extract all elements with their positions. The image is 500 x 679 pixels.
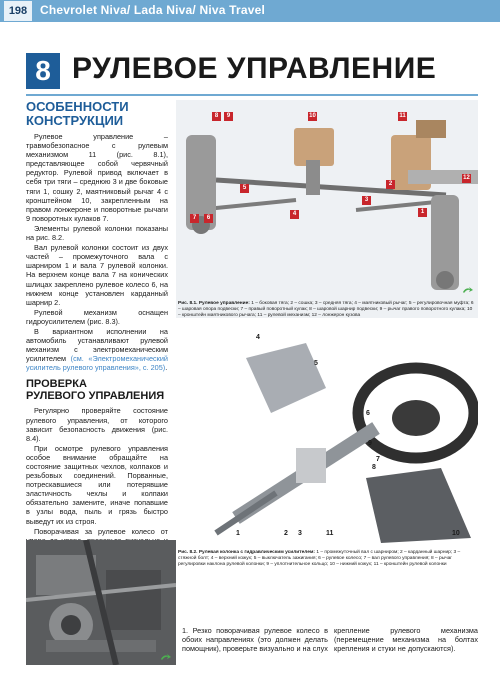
- page-number: 198: [4, 1, 32, 21]
- figure-8-2: [176, 328, 478, 574]
- callout-10: 10: [309, 113, 316, 119]
- callout-10: 10: [452, 530, 460, 537]
- paragraph-with-link: В вариантном исполнении на автомобиль устанавливают рулевой механизм с электромеханическим усилителем (см. «Электромеханический усилитель рулевого управления», с. 205).: [26, 326, 168, 373]
- callout-5: 5: [314, 360, 318, 367]
- section-title-check-line2: РУЛЕВОГО УПРАВЛЕНИЯ: [26, 390, 165, 403]
- figure-8-2-caption: Рис. 8.2. Рулевая колонка с гидравлическим усилителем: 1 – промежуточный вал с шарниром; 2 – карданный шарнир; 3 – стяжной болт; 4 – верхний кожух; 5 – выключатель зажигания; 6 – рулевое колесо; 7 – вал рулевого управления; 8 – рычаг регулировки наклона рулевой колонки; 9 – уплотнительное кольцо; 10 – нижний кожух; 11 – кронштейн рулевой колонки: [178, 550, 461, 567]
- callout-8: 8: [212, 112, 221, 121]
- callout-6: 6: [204, 214, 213, 223]
- section-title-check-line1: ПРОВЕРКА: [26, 378, 87, 391]
- callout-2: 2: [284, 530, 288, 537]
- steering-column-illustration: [176, 328, 478, 548]
- callout-11: 11: [326, 530, 334, 537]
- callout-7: 7: [376, 456, 380, 463]
- continue-arrow-icon: [160, 653, 172, 661]
- callout-12: 12: [463, 175, 470, 181]
- paragraph: Рулевой механизм оснащен гидроусилителем (рис. 8.3).: [26, 307, 168, 326]
- section-title-design-line1: ОСОБЕННОСТИ: [26, 99, 129, 114]
- continue-arrow-icon: [462, 286, 474, 294]
- callout-7: 7: [190, 214, 199, 223]
- figure-8-4-photo: [26, 540, 176, 665]
- callout-3: 3: [362, 196, 371, 205]
- chapter-title: РУЛЕВОЕ УПРАВЛЕНИЕ: [72, 52, 437, 85]
- callout-4: 4: [290, 210, 299, 219]
- bottom-paragraph-left: 1. Резко поворачивая рулевое колесо в обоих направлениях (это должен делать помощник), проверьте визуально и на слух: [182, 626, 328, 653]
- bottom-paragraph-right: крепление рулевого механизма (перемещение механизма на болтах крепления и стуки не допускаются).: [334, 626, 478, 653]
- top-header-bar: [0, 0, 500, 22]
- steering-linkage-illustration: [176, 100, 478, 300]
- paragraph: Регулярно проверяйте состояние рулевого управления, от которого зависит безопасность движения (рис. 8.4).: [26, 406, 168, 443]
- callout-3: 3: [298, 530, 302, 537]
- section-title-design-line2: КОНСТРУКЦИИ: [26, 113, 124, 128]
- paragraph: Рулевое управление – травмобезопасное с рулевым механизмом 11 (рис. 8.1), представляющее собой червячный редуктор. Рулевой привод включает в себя три тяги – среднюю 3 и две боковые тяги 1, сошку 2, маятниковый рычаг 4 с кронштейном 10, закрепленным на правом лонжероне и поворотные рычаги 9 поворотных кулаков 7.: [26, 132, 168, 223]
- engine-bay-photo-illustration: [26, 540, 176, 665]
- figure-8-1-caption: Рис. 8.1. Рулевое управление: 1 – боковая тяга; 2 – сошка; 3 – средняя тяга; 4 – маятниковый рычаг; 5 – регулировочная муфта; 6 – шаровая опора подвески; 7 – правый поворотный кулак; 8 – шаровой шарнир подвески; 9 – рычаг правого поворотного кулака; 10 – кронштейн маятникового рычага; 11 – рулевой механизм; 12 – лонжерон кузова: [178, 301, 474, 318]
- paragraph: При осмотре рулевого управления особое внимание обращайте на состояние защитных чехлов, колпаков и резьбовых соединений. Порванные, потрескавшиеся или потерявшие эластичность чехлы и колпаки обязательно замените, иначе попавшие в узлы вода, пыль и грязь быстро выведут их из строя.: [26, 443, 168, 526]
- callout-6: 6: [366, 410, 370, 417]
- callout-5: 5: [240, 184, 249, 193]
- callout-1: 1: [236, 530, 240, 537]
- figure-8-1: [176, 100, 478, 318]
- callout-4: 4: [256, 334, 260, 341]
- chapter-number: 8: [26, 53, 60, 89]
- chapter-divider: [26, 94, 478, 96]
- cross-reference-link[interactable]: (см. «Электромеханический усилитель рулевого управления», с. 205): [26, 354, 168, 373]
- callout-2: 2: [386, 180, 395, 189]
- callout-9: 9: [368, 440, 372, 447]
- paragraph: Поворачивая за рулевое колесо от: [34, 526, 168, 536]
- book-title: Chevrolet Niva/ Lada Niva/ Niva Travel: [40, 3, 266, 17]
- callout-8: 8: [372, 464, 376, 471]
- paragraph: Вал рулевой колонки состоит из двух частей – промежуточного вала с шарниром 1 и вала 7 рулевой колонки. На верхнем конце вала 7 на конических шлицах закреплено рулевое колесо 6, на нижнем конце установлен карданный шарнир 2.: [26, 243, 168, 307]
- callout-1: 1: [418, 208, 427, 217]
- paragraph: Элементы рулевой колонки показаны на рис. 8.2.: [26, 223, 168, 243]
- callout-11: 11: [399, 113, 406, 119]
- callout-9: 9: [224, 112, 233, 121]
